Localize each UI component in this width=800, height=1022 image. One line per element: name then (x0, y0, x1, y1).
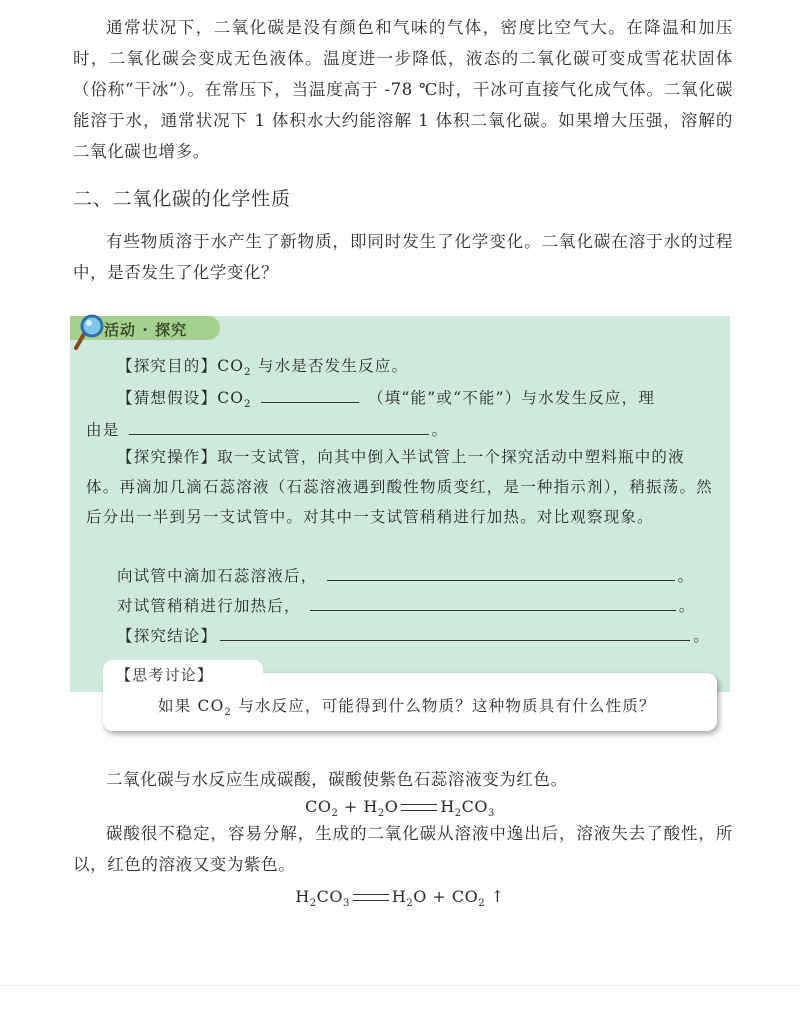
eq2-plus: + (426, 887, 452, 906)
eq1-sub: 2 (331, 808, 339, 820)
period: 。 (693, 627, 710, 645)
observation-1-label: 向试管中滴加石蕊溶液后， (117, 567, 318, 585)
hypothesis-blank[interactable] (261, 401, 359, 403)
eq1-co2: CO (305, 797, 332, 816)
equals-sign (401, 804, 437, 811)
eq2-sub: 3 (343, 898, 350, 910)
co2-subscript: 2 (244, 367, 252, 379)
eq2-sub: 2 (309, 898, 317, 910)
eq2-co2: CO (451, 887, 479, 906)
reaction-text-1: 二氧化碳与水反应生成碳酸，碳酸使紫色石蕊溶液变为红色。 (106, 770, 568, 789)
activity-panel (70, 316, 730, 692)
discussion-post: 与水反应，可能得到什么物质？这种物质具有什么性质？ (232, 697, 656, 715)
equation-1 (0, 797, 800, 819)
operation-paragraph (86, 442, 716, 532)
eq2-o: O (413, 887, 427, 906)
discussion-question (158, 694, 656, 718)
equation-2 (0, 887, 800, 909)
co2-formula: CO (217, 389, 245, 407)
reaction-text-2: 碳酸很不稳定，容易分解，生成的二氧化碳从溶液中逸出后，溶液失去了酸性，所以，红色的溶液又变为紫色。 (73, 824, 733, 874)
eq2-sub: 2 (406, 898, 414, 910)
reason-blank[interactable] (129, 433, 429, 435)
hypothesis-label: 【猜想假设】 (117, 389, 218, 407)
observation-1-blank[interactable] (327, 579, 675, 581)
conclusion-label: 【探究结论】 (117, 627, 218, 645)
period: 。 (678, 597, 696, 615)
eq2-h: H (391, 887, 407, 906)
section-lead-paragraph: 有些物质溶于水产生了新物质，即同时发生了化学变化。二氧化碳在溶于水的过程中，是否发生了化学变化？ (73, 232, 733, 282)
eq1-sub: 3 (488, 808, 495, 820)
section-heading: 二、二氧化碳的化学性质 (73, 188, 291, 210)
co2-subscript: 2 (244, 399, 252, 411)
observation-2-blank[interactable] (310, 609, 676, 611)
intro-paragraph: 通常状况下，二氧化碳是没有颜色和气味的气体，密度比空气大。在降温和加压时，二氧化碳会变成无色液体。温度进一步降低，液态的二氧化碳可变成雪花状固体（俗称“干冰”）。在常压下，当温度高于 -78 ℃时，干冰可直接气化成气体。二氧化碳能溶于水，通常状况下 1 体积水大约能溶解 1 体积二氧化碳。如果增大压强，溶解的二氧化碳也增多。 (73, 18, 733, 161)
period: 。 (677, 567, 695, 585)
eq2-sub: 2 (478, 898, 486, 910)
discussion-pre: 如果 CO (158, 697, 225, 715)
operation-label: 【探究操作】 (117, 448, 218, 466)
observation-line-1 (86, 564, 716, 586)
discussion-subscript: 2 (224, 707, 233, 719)
eq1-sub: 2 (454, 808, 462, 820)
purpose-label: 【探究目的】 (117, 357, 218, 375)
eq2-h: H (295, 887, 310, 906)
page-divider (0, 985, 800, 986)
purpose-text: 与水是否发生反应。 (257, 357, 409, 375)
purpose-line (86, 354, 716, 378)
conclusion-line (86, 624, 716, 646)
eq2-co: CO (316, 887, 344, 906)
activity-tab-label: 活动 · 探究 (104, 321, 188, 339)
conclusion-blank[interactable] (220, 639, 690, 641)
eq1-o: O (384, 797, 399, 816)
eq1-h: H (440, 797, 455, 816)
hypothesis-line (86, 386, 716, 410)
eq1-h: H (363, 797, 378, 816)
eq1-plus: + (338, 797, 364, 816)
magnifier-icon (72, 312, 106, 352)
operation-text: 取一支试管，向其中倒入半试管上一个探究活动中塑料瓶中的液体。再滴加几滴石蕊溶液（石蕊溶液遇到酸性物质变红，是一种指示剂），稍振荡。然后分出一半到另一支试管中。对其中一支试管稍稍进行加热。对比观察现象。 (86, 448, 713, 526)
co2-formula: CO (217, 357, 245, 375)
discussion-title: 【思考讨论】 (116, 666, 214, 684)
reason-prefix: 由是 (86, 421, 120, 439)
reason-line (86, 418, 716, 440)
gas-arrow-icon: ↑ (485, 887, 505, 906)
equals-sign (353, 894, 389, 901)
reason-period: 。 (431, 421, 449, 439)
observation-line-2 (86, 594, 716, 616)
observation-2-label: 对试管稍稍进行加热后， (117, 597, 301, 615)
eq1-sub: 2 (377, 808, 385, 820)
eq1-co: CO (461, 797, 489, 816)
hypothesis-mid: （填“能”或“不能”）与水发生反应，理 (368, 389, 656, 407)
